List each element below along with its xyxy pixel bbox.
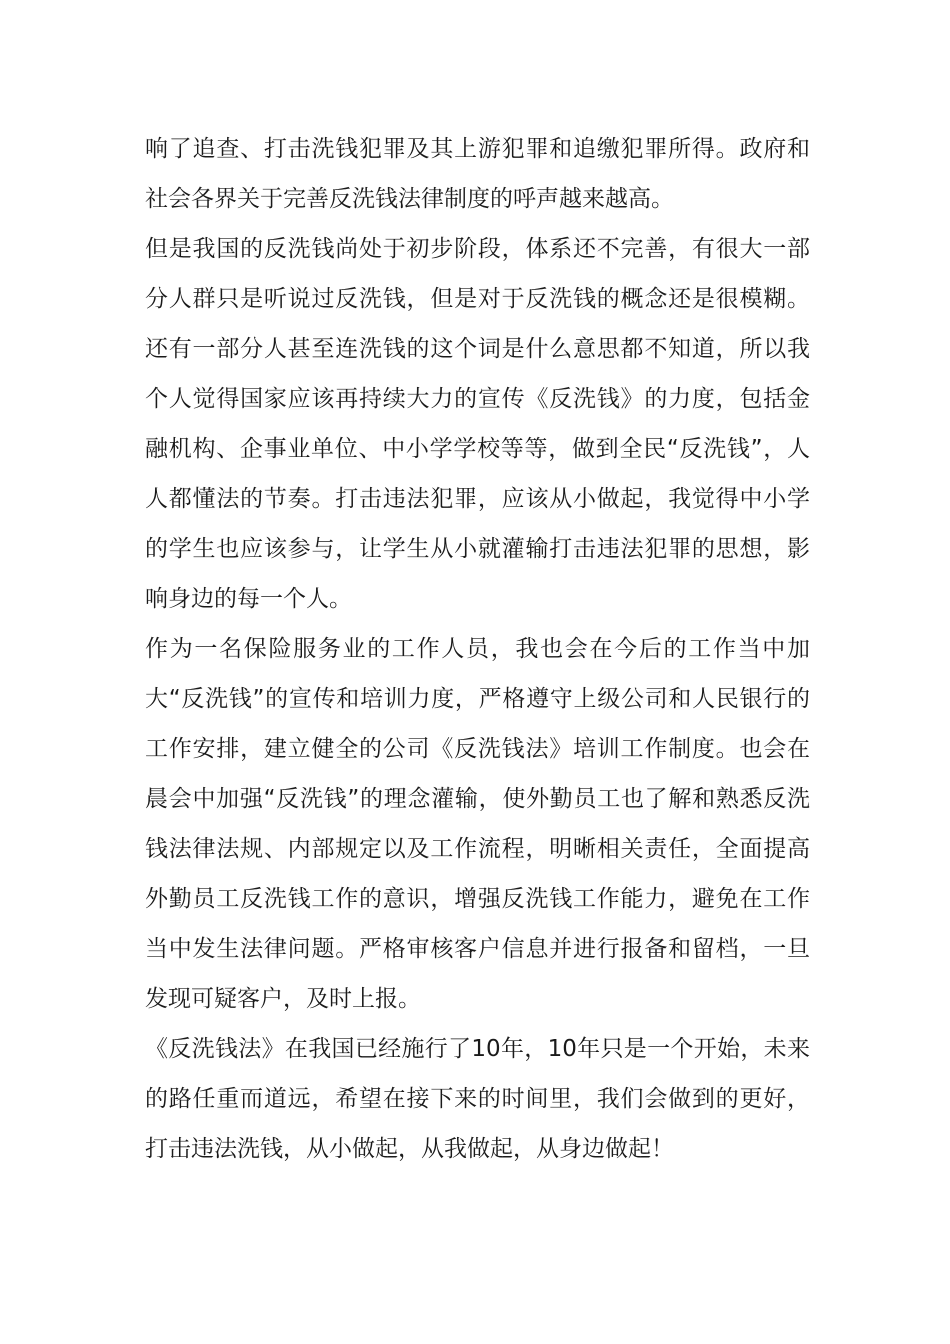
document-body [145,124,810,1174]
paragraph-4: 《反洗钱法》在我国已经施行了10年，10年只是一个开始，未来的路任重而道远，希望在接下来的时间里，我们会做到的更好，打击违法洗钱，从小做起，从我做起，从身边做起！ [145,1036,810,1162]
paragraph-3: 作为一名保险服务业的工作人员，我也会在今后的工作当中加大“反洗钱”的宣传和培训力度，严格遵守上级公司和人民银行的工作安排，建立健全的公司《反洗钱法》培训工作制度。也会在晨会中加强“反洗钱”的理念灌输，使外勤员工也了解和熟悉反洗钱法律法规、内部规定以及工作流程，明晰相关责任，全面提高外勤员工反洗钱工作的意识，增强反洗钱工作能力，避免在工作当中发生法律问题。严格审核客户信息并进行报备和留档，一旦发现可疑客户，及时上报。 [145,636,810,1012]
paragraph-2: 但是我国的反洗钱尚处于初步阶段，体系还不完善，有很大一部分人群只是听说过反洗钱，但是对于反洗钱的概念还是很模糊。还有一部分人甚至连洗钱的这个词是什么意思都不知道，所以我个人觉得国家应该再持续大力的宣传《反洗钱》的力度，包括金融机构、企事业单位、中小学学校等等，做到全民“反洗钱”，人人都懂法的节奏。打击违法犯罪，应该从小做起，我觉得中小学的学生也应该参与，让学生从小就灌输打击违法犯罪的思想，影响身边的每一个人。 [145,236,810,612]
paragraph-1: 响了追查、打击洗钱犯罪及其上游犯罪和追缴犯罪所得。政府和社会各界关于完善反洗钱法律制度的呼声越来越高。 [145,136,810,212]
